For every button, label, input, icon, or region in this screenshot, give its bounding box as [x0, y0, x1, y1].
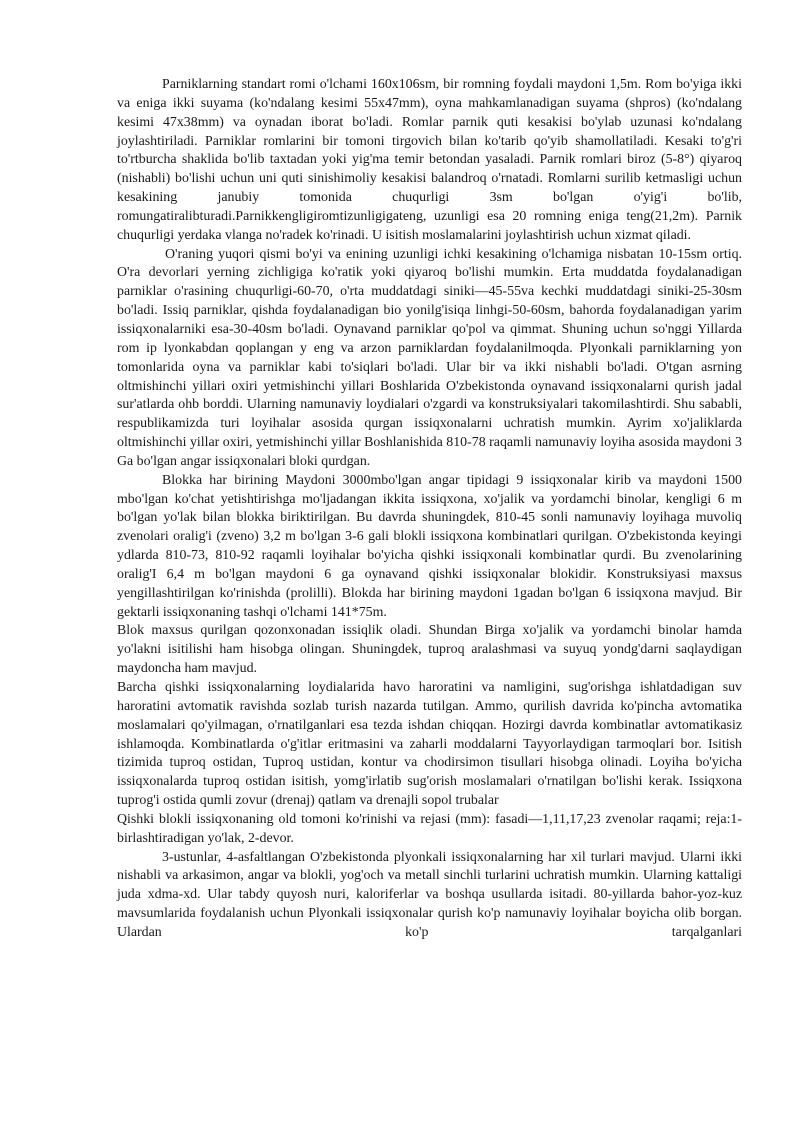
- paragraph-7: 3-ustunlar, 4-asfaltlangan O'zbekistonda plyonkali issiqxonalarning har xil turlari mavjud. Ularni ikki nishabli va arkasimon, angar va blokli, yog'och va metall sinchli turlarini uchratish mumkin. Ularning kattaligi juda xdma-xd. Ular tabdy quyosh nuri, kaloriferlar va boshqa usullarda isitadi. 80-yillarda bahor-yoz-kuz mavsumlarida foydalanish uchun Plyonkali issiqxonalar qurish ko'p namunaviy loyihalar boyicha olib borgan. Ulardan ko'p tarqalganlari: [117, 849, 742, 940]
- paragraph-4: Blok maxsus qurilgan qozonxonadan issiqlik oladi. Shundan Birga xo'jalik va yordamchi binolar hamda yo'lakni isitilishi ham hisobga olingan. Shuningdek, tuproq aralashmasi va suyuq yondg'darni saqlaydigan maydoncha ham mavjud.: [117, 623, 742, 677]
- paragraph-1: Parniklarning standart romi o'lchami 160x106sm, bir romning foydali maydoni 1,5m. Rom bo'yiga ikki va eniga ikki suyama (ko'ndalang kesimi 55x47mm), oyna mahkamlanadigan suyama (shpros) (ko'ndalang kesimi 47x38mm) va oynadan iborat bo'ladi. Romlar parnik quti kesakisi bo'ylab uzunasi ko'ndalang joylashtiriladi. Parniklar romlarini bir tomoni tirgovich bilan ko'tarib qo'yib shamollatiladi. Kesaki to'g'ri to'rtburcha shaklida bo'lib taxtadan yoki yig'ma temir betondan yasaladi. Parnik romlari biroz (5-8°) qiyaroq (nishabli) bo'lishi uchun uni quti sinishimoliy kesakisi balandroq o'rnatadi. Romlarni surilib ketmasligi uchun kesakining janubiy tomonida chuqurligi 3sm bo'lgan o'yig'i bo'lib, romungatiralibturadi.Parnikkengligiromtizunligigateng, uzunligi esa 20 romning eniga teng(21,2m). Parnik chuqurligi yerdaka vlanga no'radek ko'rinadi. U isitish moslamalarini joylashtirish uchun xizmat qiladi.: [117, 77, 742, 243]
- document-page: [117, 76, 742, 943]
- paragraph-2: O'raning yuqori qismi bo'yi va enining uzunligi ichki kesakining o'lchamiga nisbatan 10-15sm ortiq. O'ra devorlari yerning zichligiga ko'ratik yoki qiyaroq bo'lishi mumkin. Erta muddatda foydalanadigan parniklar o'rasining chuqurligi-60-70, o'rta muddatdagi siniki—45-55va kechki muddatdagi siniki-25-30sm bo'ladi. Issiq parniklar, qishda foydalanadigan bio yonilg'isiqa linhgi-50-60sm, bahorda foydalanadigan yarim issiqxonalarniki esa-30-40sm bo'ladi. Oynavand parniklar qo'pol va qimmat. Shuning uchun so'nggi Yillarda rom ip lyonkabdan qoplangan y eng va arzon parniklardan foydalanilmoqda. Plyonkali parniklarning yon tomonlarida oyna va parniklar kabi to'siqlari bo'ladi. Ular bir va ikki nishabli bo'ladi. O'tgan asrning oltmishinchi yillari oxiri yetmishinchi yillari Boshlarida O'zbekistonda oynavand issiqxonalarni qurish jadal sur'atlarda ohb borddi. Ularning namunaviy loydialari o'zgardi va konstruksiyalari takomilashtirdi. Shu sababli, respublikamizda turi loyihalar asosida qurgan issiqxonalarni uchratish mumkin. Ayrim xo'jaliklarda oltmishinchi yillar oxiri, yetmishinchi yillar Boshlanishida 810-78 raqamli namunaviy loyiha asosida maydoni 3 Ga bo'lgan angar issiqxonalari bloki qurdgan.: [117, 246, 742, 469]
- paragraph-5: Barcha qishki issiqxonalarning loydialarida havo haroratini va namligini, sug'orishga ishlatdadigan suv haroratini avtomatik ravishda sozlab turish nazarda tutilgan. Ammo, qurilish davrida ko'pincha avtomatika moslamalari qo'yilmagan, o'rnatilganlari esa tezda ishdan chiqqan. Hozirgi davrda kombinatlar avtomatikasiz ishlamoqda. Kombinatlarda o'g'itlar eritmasini va zaharli moddalarni Tayyorlaydigan tarmoqlari bor. Isitish tizimida tuproq ostidan, Tuproq ustidan, kontur va chodirsimon tisullari hisobga olinadi. Loyiha bo'yicha issiqxonalarda tuproq ostidan isitish, yomg'irlatib sug'orish moslamalari o'rnatilgan bo'lishi kerak. Issiqxona tuprog'i ostida qumli zovur (drenaj) qatlam va drenajli sopol trubalar: [117, 680, 742, 809]
- paragraph-6: Qishki blokli issiqxonaning old tomoni ko'rinishi va rejasi (mm): fasadi—1,11,17,23 zvenolar raqami; reja:1-birlashtiradigan yo'lak, 2-devor.: [117, 811, 742, 846]
- paragraph-3: Blokka har birining Maydoni 3000mbo'lgan angar tipidagi 9 issiqxonalar kirib va maydoni 1500 mbo'lgan ko'chat yetishtirishga mo'ljadangan ikkita issiqxona, xo'jalik va yordamchi binolar, kengligi 6 m bo'lgan yo'lak bilan blokka biriktirilgan. Bu davrda shuningdek, 810-45 sonli namunaviy loyihaga muvoliq zvenolari oralig'i (zveno) 3,2 m bo'lgan 3-6 gali blokli issiqxona kombinatlari qurilgan. O'zbekistonda keyingi ydlarda 810-73, 810-92 raqamli loyihalar bo'yicha qishki issiqxonali kombinatlar qurdi. Bu zvenolarining oralig'I 6,4 m bo'lgan maydoni 6 ga oynavand qishki issiqxonalar blokidir. Konstruksiyasi maxsus yengillashtirilgan ko'rinishda (prolilli). Blokda har birining maydoni 1gadan bo'lgan 6 issiqxona mavjud. Bir gektarli issiqxonaning tashqi o'lchami 141*75m.: [117, 472, 742, 620]
